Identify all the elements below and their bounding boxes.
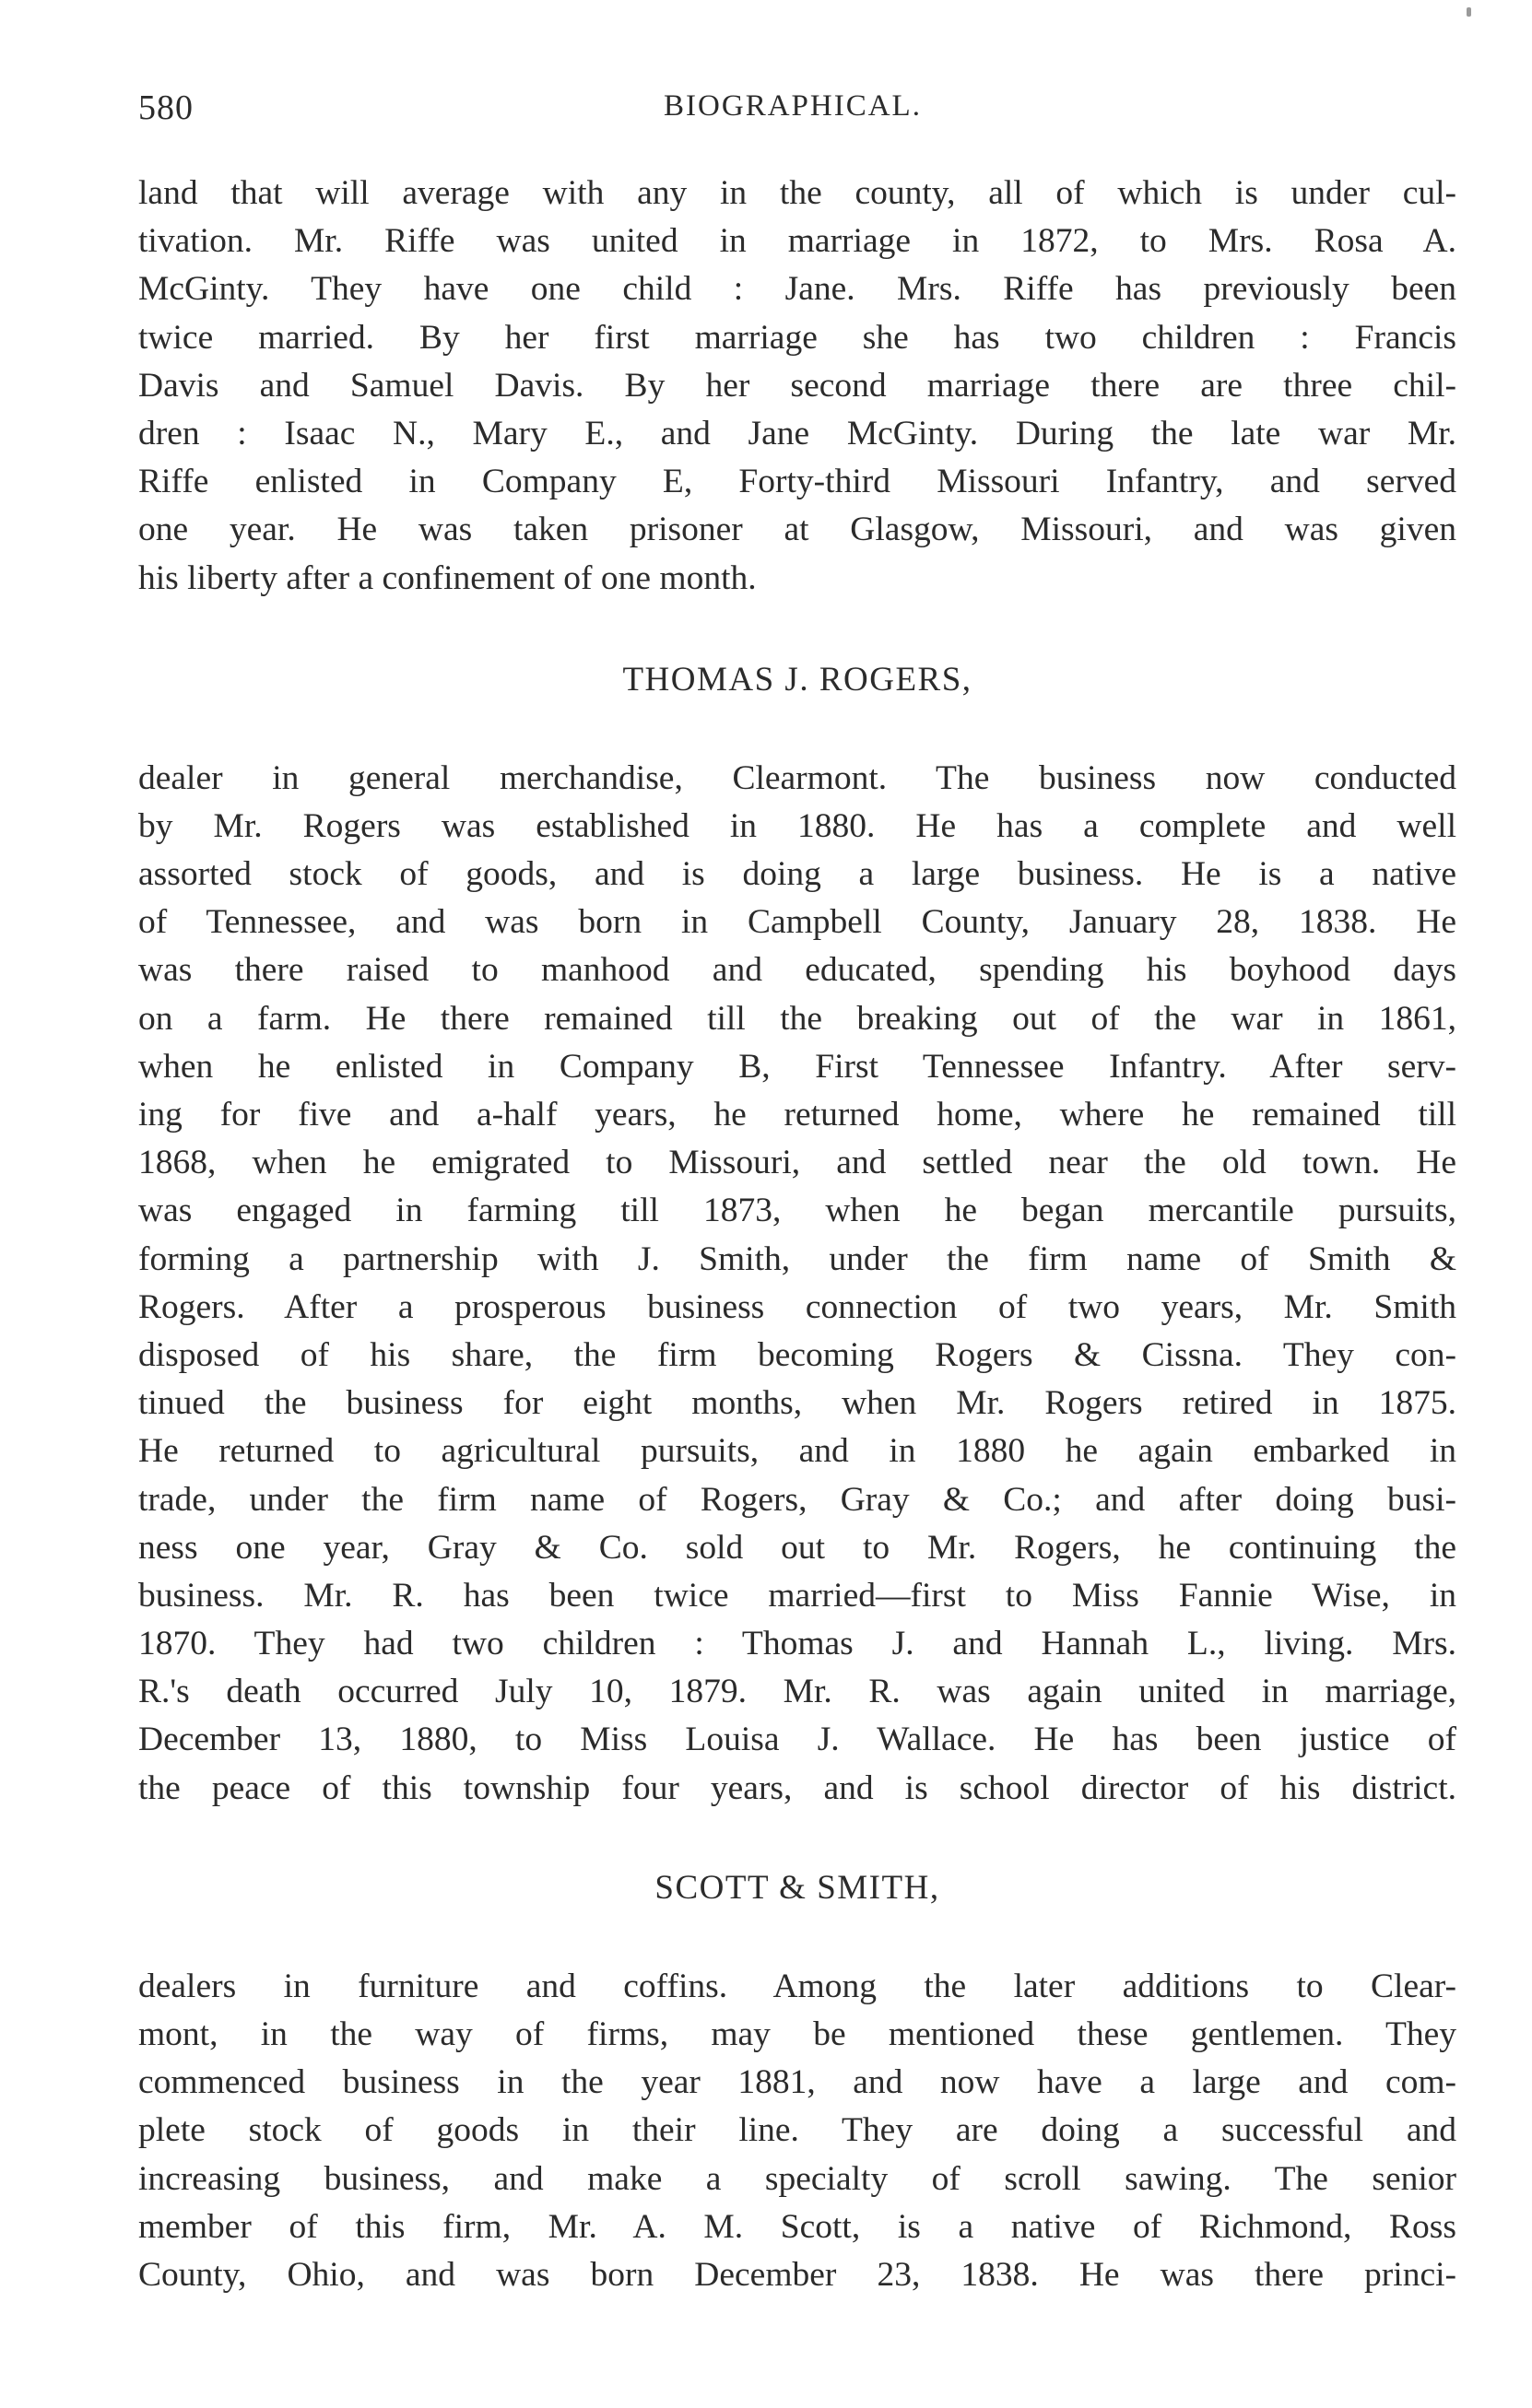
text-line: assorted stock of goods, and is doing a large business. He is a native xyxy=(138,855,1456,894)
text-line: 1870. They had two children : Thomas J. and Hannah L., living. Mrs. xyxy=(138,1625,1456,1663)
text-line: disposed of his share, the firm becoming Rogers & Cissna. They con- xyxy=(138,1335,1456,1374)
text-line: by Mr. Rogers was established in 1880. He has a complete and well xyxy=(138,806,1456,845)
text-line: dealers in furniture and coffins. Among the later additions to Clear- xyxy=(138,1967,1456,2005)
section-heading-scott-smith: SCOTT & SMITH, xyxy=(654,1868,940,1907)
text-line: was engaged in farming till 1873, when he began mercantile pursuits, xyxy=(138,1192,1456,1230)
text-line: member of this firm, Mr. A. M. Scott, is a native of Richmond, Ross xyxy=(138,2207,1456,2246)
text-line: dealer in general merchandise, Clearmont. The business now conducted xyxy=(138,758,1456,797)
text-line: one year. He was taken prisoner at Glasgow, Missouri, and was given xyxy=(138,511,1456,549)
text-line: Rogers. After a prosperous business connection of two years, Mr. Smith xyxy=(138,1287,1456,1326)
paragraph-riffe xyxy=(138,170,1456,603)
text-line: 1868, when he emigrated to Missouri, and settled near the old town. He xyxy=(138,1144,1456,1182)
text-line: was there raised to manhood and educated, spending his boyhood days xyxy=(138,951,1456,990)
text-line: the peace of this township four years, and is school director of his district. xyxy=(138,1768,1456,1807)
text-line: trade, under the firm name of Rogers, Gray & Co.; and after doing busi- xyxy=(138,1480,1456,1519)
text-line: Riffe enlisted in Company E, Forty-third Missouri Infantry, and served xyxy=(138,463,1456,501)
text-line: business. Mr. R. has been twice married—first to Miss Fannie Wise, in xyxy=(138,1576,1456,1615)
text-line: mont, in the way of firms, may be mentioned these gentlemen. They xyxy=(138,2015,1456,2053)
section-heading-rogers: THOMAS J. ROGERS, xyxy=(622,660,972,699)
text-line: R.'s death occurred July 10, 1879. Mr. R. was again united in marriage, xyxy=(138,1673,1456,1711)
text-line: tinued the business for eight months, when Mr. Rogers retired in 1875. xyxy=(138,1384,1456,1423)
text-line: when he enlisted in Company B, First Tennessee Infantry. After serv- xyxy=(138,1047,1456,1086)
running-head: BIOGRAPHICAL. xyxy=(664,89,922,123)
text-line: dren : Isaac N., Mary E., and Jane McGinty. During the late war Mr. xyxy=(138,414,1456,452)
text-line: plete stock of goods in their line. They are doing a successful and xyxy=(138,2111,1456,2150)
page-header xyxy=(138,88,1447,134)
text-line: ing for five and a-half years, he returned home, where he remained till xyxy=(138,1096,1456,1134)
text-line: tivation. Mr. Riffe was united in marriage in 1872, to Mrs. Rosa A. xyxy=(138,222,1456,261)
text-line: of Tennessee, and was born in Campbell County, January 28, 1838. He xyxy=(138,903,1456,942)
text-line: on a farm. He there remained till the breaking out of the war in 1861, xyxy=(138,999,1456,1038)
page-number: 580 xyxy=(138,88,194,127)
text-line: his liberty after a confinement of one month. xyxy=(138,558,757,597)
paper-speck xyxy=(1467,7,1471,17)
paragraph-rogers xyxy=(138,755,1456,1813)
text-line: County, Ohio, and was born December 23, 1838. He was there princi- xyxy=(138,2255,1456,2294)
body-text xyxy=(138,170,1456,2299)
paragraph-scott-smith xyxy=(138,1963,1456,2299)
text-line: McGinty. They have one child : Jane. Mrs. Riffe has previously been xyxy=(138,270,1456,309)
text-line: December 13, 1880, to Miss Louisa J. Wallace. He has been justice of xyxy=(138,1721,1456,1759)
text-line: commenced business in the year 1881, and now have a large and com- xyxy=(138,2063,1456,2102)
text-line: land that will average with any in the county, all of which is under cul- xyxy=(138,174,1456,212)
text-line: twice married. By her first marriage she has two children : Francis xyxy=(138,318,1456,357)
text-line: increasing business, and make a specialty of scroll sawing. The senior xyxy=(138,2159,1456,2198)
text-line: Davis and Samuel Davis. By her second marriage there are three chil- xyxy=(138,366,1456,405)
text-line: He returned to agricultural pursuits, and in 1880 he again embarked in xyxy=(138,1432,1456,1471)
text-line: ness one year, Gray & Co. sold out to Mr. Rogers, he continuing the xyxy=(138,1528,1456,1567)
text-line: forming a partnership with J. Smith, under the firm name of Smith & xyxy=(138,1239,1456,1278)
